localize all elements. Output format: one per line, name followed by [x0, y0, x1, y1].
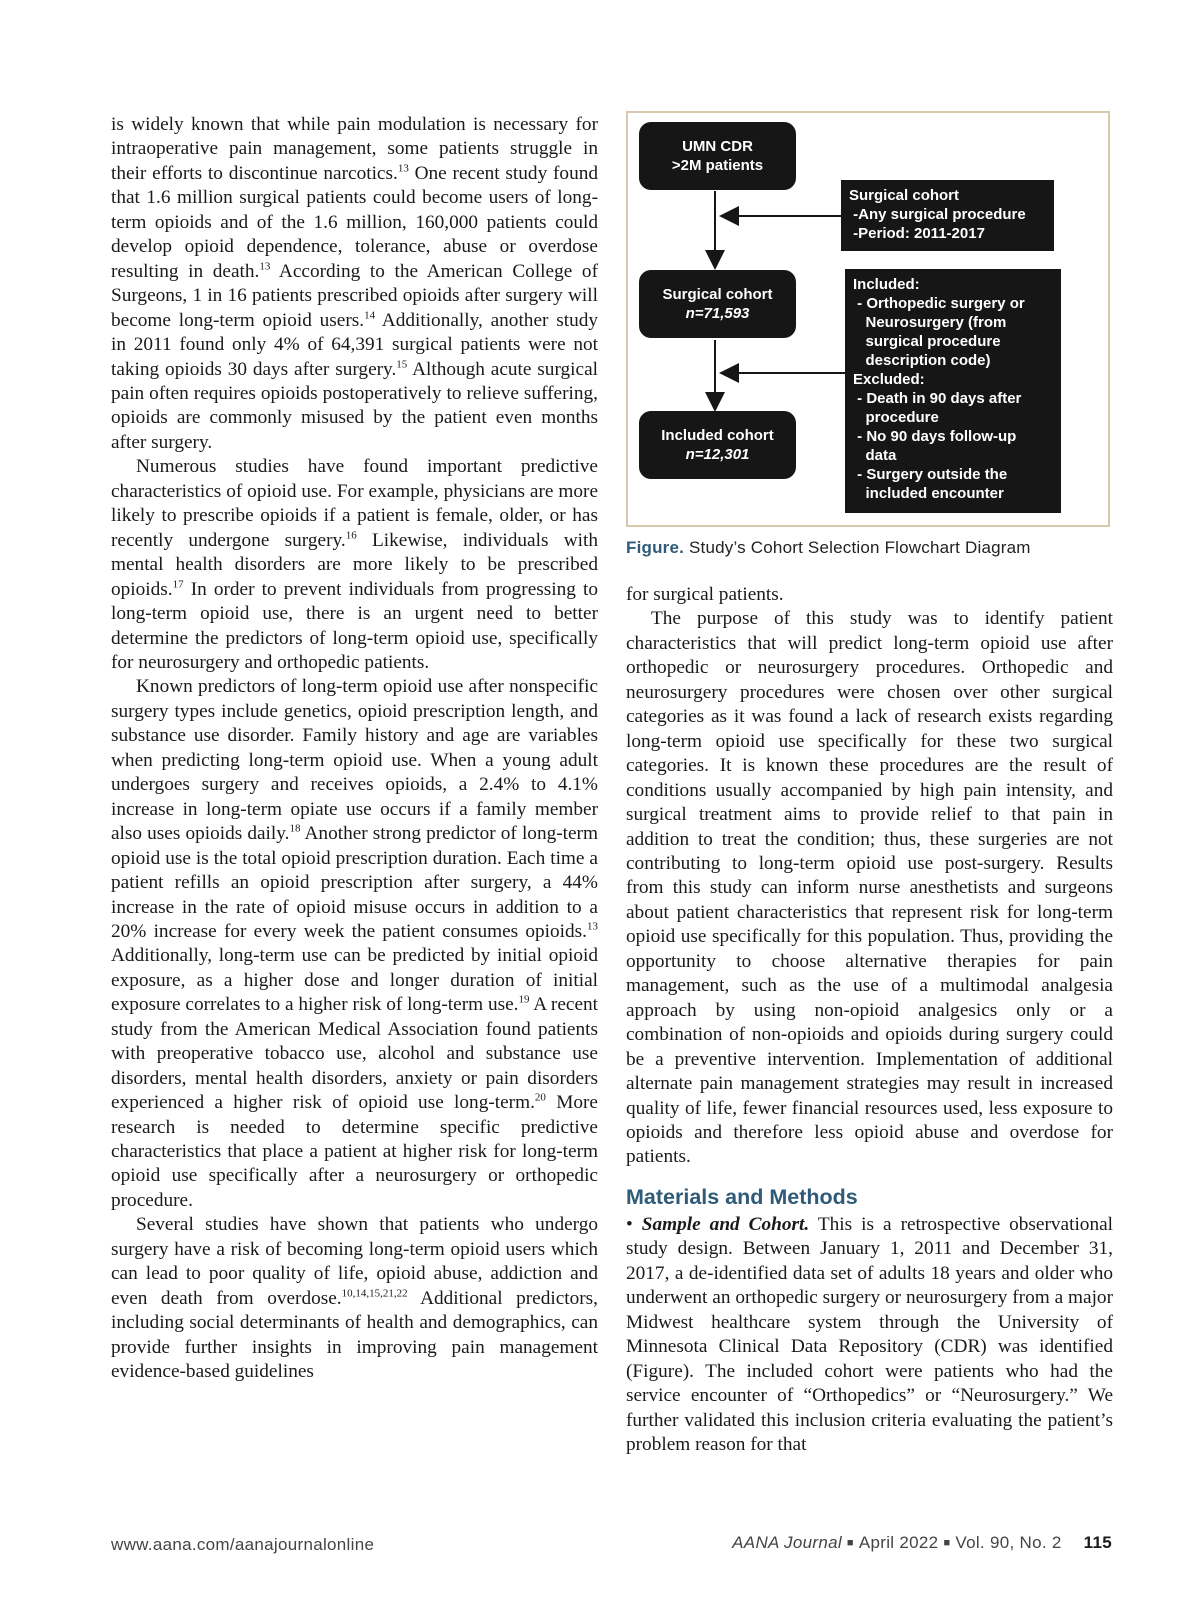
paragraph-4: Several studies have shown that patients who undergo surgery have a risk of becoming long-term opioid users which can lead to poor quality of life, opioid abuse, addiction and even death from overdose.$^{10,14,15,21,22}$ Additional predictors, including social determinants of health and demographics, can provide further insights in improving pain management evidence-based guidelines — [111, 1214, 598, 1383]
subsection-text: This is a retrospective observational study design. Between January 1, 2011 and December 31, 2017, a de-identified data set of adults 18 years and older who underwent an orthopedic surgery or neurosurgery from a major Midwest healthcare system through the University of Minnesota Clinical Data Repository (CDR) was identified (Figure). The included cohort were patients who had the service encounter of “Orthopedics” or “Neurosurgery.” We further validated this inclusion criteria evaluating the patient’s problem reason for that — [626, 1213, 1114, 1455]
bullet: • — [626, 1213, 633, 1235]
left-column — [111, 113, 598, 1385]
flow-box-surgical-line1: Surgical cohort — [662, 286, 773, 303]
footer-volume: Vol. 90, No. 2 — [955, 1533, 1062, 1552]
inclusion-exclusion-line-11: - Surgery outside the — [853, 466, 1008, 483]
figure-flowchart — [626, 111, 1110, 527]
paragraph-3: Known predictors of long-term opioid use after nonspecific surgery types include genetics, opioid prescription length, and substance use disorder. Family history and age are variables when predicting long-term opioid use. When a young adult undergoes surgery and receives opioids, a 2.4% to 4.1% increase in long-term opiate use occurs if a family member also uses opioids daily.$^{18}$ Another strong predictor of long-term opioid use is the total opioid prescription duration. Each time a patient refills an opioid prescription after surgery, a 44% increase in the rate of opioid misuse occurs in addition to a 20% increase for every week the patient consumes opioids.$^{13}$ Additionally, long-term use can be predicted by initial opioid exposure, as a higher dose and longer duration of initial exposure correlates to a higher risk of long-term use.$^{19}$ A recent study from the American Medical Association found patients with preoperative tobacco use, alcohol and substance use disorders, mental health disorders, anxiety or pain disorders experienced a higher risk of opioid use long-term.$^{20}$ More research is needed to determine specific predictive characteristics that place a patient at higher risk for long-term opioid use specifically after a neurosurgery or orthopedic procedure. — [111, 676, 599, 1211]
flow-box-source-line1: UMN CDR — [682, 138, 753, 155]
paragraph-purpose: The purpose of this study was to identify patient characteristics that will predict long-term opioid use after orthopedic or neurosurgery procedures. Orthopedic and neurosurgery procedures were chosen over other surgical categories as it was found a lack of research exists regarding long-term opioid use specifically for these two surgical categories. It is known these procedures are the result of conditions usually accompanied by high pain intensity, and surgical treatment aims to provide relief to that pain in addition to treat the condition; thus, these surgeries are not contributing to long-term opioid use post-surgery. Results from this study can inform nurse anesthetists and surgeons about patient characteristics that represent risk for long-term opioid use specifically for this population. Thus, providing the opportunity to choose alternative therapies for pain management, such as the use of a multimodal analgesia approach by using non-opioid analgesics only or a combination of non-opioids and opioids during surgery could be a preventive intervention. Implementation of additional alternate pain management strategies may result in increased quality of life, fewer financial resources used, less exposure to opioids and therefore less opioid abuse and overdose for patients. — [626, 608, 1113, 1168]
paragraph-continuation: for surgical patients. — [626, 584, 784, 605]
footer-separator: ■ — [846, 1537, 854, 1549]
criteria-line-1: Surgical cohort — [849, 187, 960, 204]
inclusion-exclusion-line-7: - Death in 90 days after — [853, 390, 1022, 407]
flow-box-source-line2: >2M patients — [671, 157, 764, 174]
flow-box-surgical-line2: n=71,593 — [685, 305, 750, 322]
inclusion-exclusion-line-12: included encounter — [853, 485, 1004, 502]
subsection-title: Sample and Cohort. — [641, 1213, 810, 1235]
flow-box-source — [639, 122, 796, 190]
inclusion-exclusion-line-4: surgical procedure — [853, 333, 1001, 350]
figure-caption — [626, 538, 1031, 558]
footer-date: April 2022 — [858, 1533, 939, 1552]
section-heading: Materials and Methods — [626, 1184, 858, 1209]
inclusion-exclusion-line-3: Neurosurgery (from — [853, 314, 1007, 331]
inclusion-exclusion-line-1: Included: — [853, 276, 920, 293]
criteria-line-2: -Any surgical procedure — [849, 206, 1026, 223]
inclusion-exclusion-line-2: - Orthopedic surgery or — [853, 295, 1025, 312]
footer-citation — [732, 1533, 1112, 1553]
inclusion-exclusion-line-9: - No 90 days follow-up — [853, 428, 1017, 445]
inclusion-exclusion-line-8: procedure — [853, 409, 939, 426]
inclusion-exclusion-line-10: data — [853, 447, 897, 464]
footer-journal: AANA Journal — [732, 1533, 842, 1552]
paragraph-sample-cohort — [626, 1213, 1113, 1458]
paragraph-2: Numerous studies have found important predictive characteristics of opioid use. For example, physicians are more likely to prescribe opioids if a patient is female, older, or has recently undergone surgery.$^{16}$ Likewise, individuals with mental health disorders are more likely to be prescribed opioids.$^{17}$ In order to prevent individuals from progressing to long-term opioid use, there is an urgent need to better determine the predictors of long-term opioid use, specifically for neurosurgery and orthopedic patients. — [111, 456, 598, 673]
flow-box-included-line1: Included cohort — [661, 427, 774, 444]
flow-box-included-line2: n=12,301 — [685, 446, 750, 463]
paragraph-1: is widely known that while pain modulation is necessary for intraoperative pain management, some patients struggle in their efforts to discontinue narcotics.$^{13}$ One recent study found that 1.6 million surgical patients could become users of long-term opioids and of the 1.6 million, 160,000 patients could develop opioid dependence, tolerance, abuse or overdose resulting in death.$^{13}$ According to the American College of Surgeons, 1 in 16 patients prescribed opioids after surgery will become long-term opioid users.$^{14}$ Additionally, another study in 2011 found only 4% of 64,391 surgical patients were not taking opioids 30 days after surgery.$^{15}$ Although acute surgical pain often requires opioids postoperatively to relieve suffering, opioids are commonly misused by the patient even months after surgery. — [111, 114, 598, 453]
footer-url: www.aana.com/aanajournalonline — [111, 1535, 375, 1554]
flow-side-box-criteria — [841, 180, 1054, 251]
flow-side-box-inclusion-exclusion — [845, 269, 1061, 513]
inclusion-exclusion-line-6: Excluded: — [853, 371, 925, 388]
criteria-line-3: -Period: 2011-2017 — [849, 225, 985, 242]
figure-caption-label: Figure. — [626, 538, 685, 557]
inclusion-exclusion-line-5: description code) — [853, 352, 991, 369]
page-number: 115 — [1083, 1533, 1112, 1552]
footer-separator: ■ — [943, 1537, 951, 1549]
figure-caption-text: Study’s Cohort Selection Flowchart Diagram — [689, 538, 1031, 557]
flow-box-surgical-cohort — [639, 270, 796, 338]
flow-box-included-cohort — [639, 411, 796, 479]
right-column — [626, 583, 1113, 1457]
